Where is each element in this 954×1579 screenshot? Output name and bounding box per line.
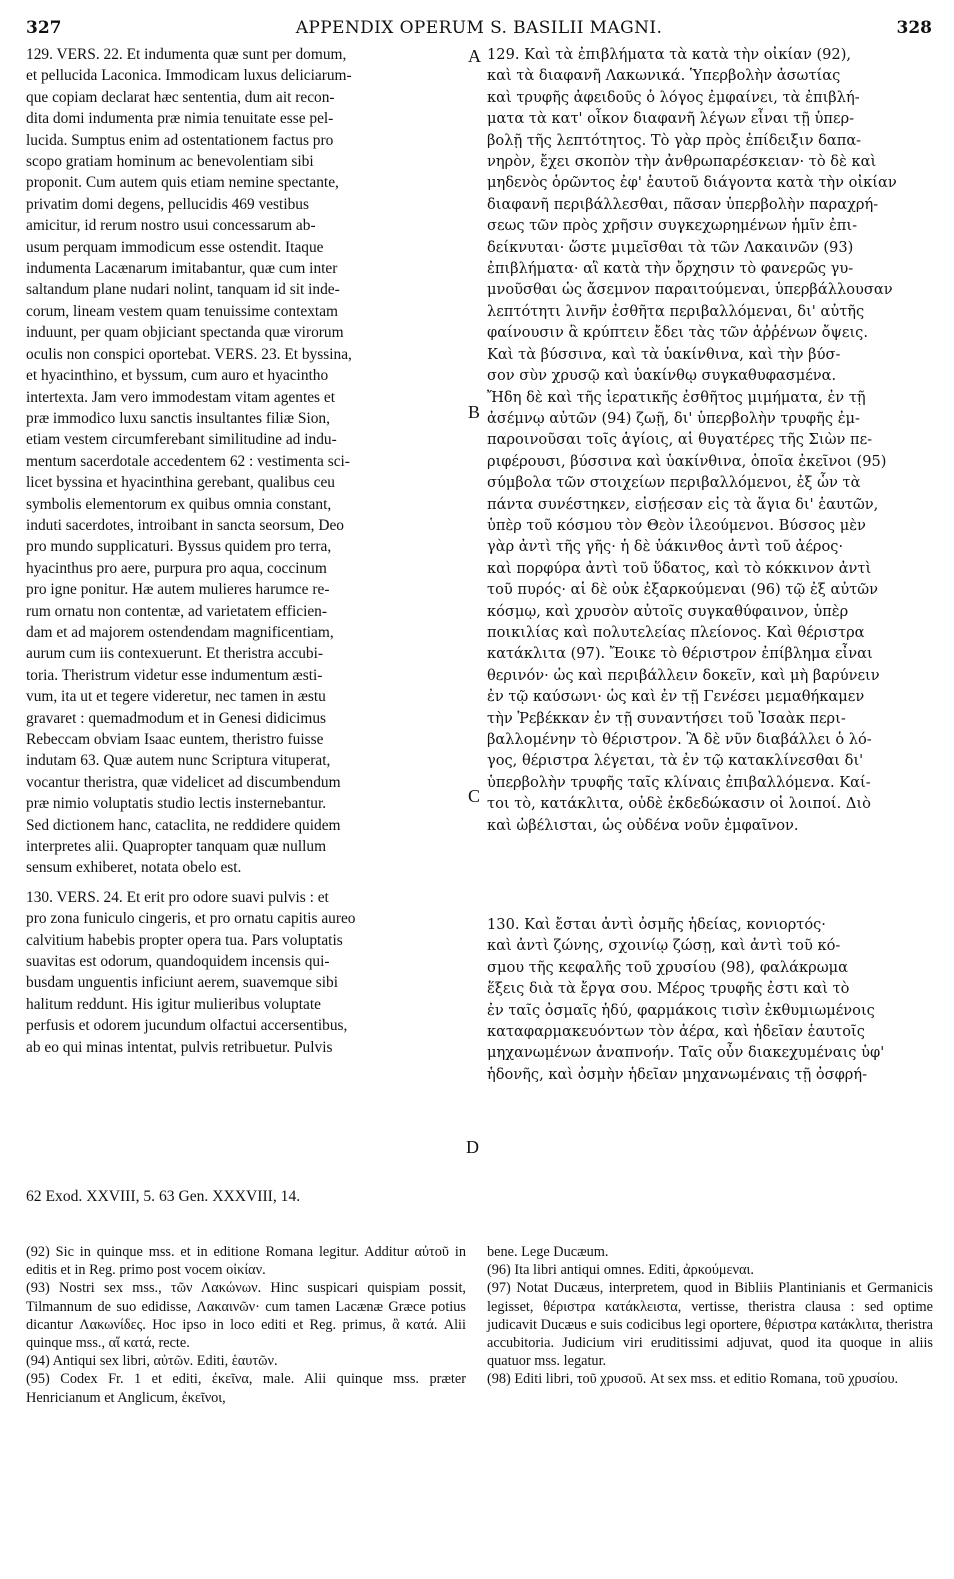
text-line: σον σὺν χρυσῷ καὶ ὑακίνθῳ συγκαθυφασμένα. (487, 367, 837, 385)
text-line: dam et ad majorem ostendendam magnificentiam, (26, 623, 334, 641)
text-line: gravaret : quemadmodum et in Genesi didicimus (26, 709, 327, 727)
text-line: ὑπὲρ τοῦ κόσμου τὸν Θεὸν ἱλεούμενοι. Βύσσος μὲν (487, 516, 866, 534)
text-line: (92) Sic in quinque mss. et in editione Romana legitur. Additur αὐτοῦ in editis et in Reg. primo post vocem οἰκίαν. (26, 1244, 466, 1279)
text-line: κατάκλιτα (97). Ἔοικε τὸ θέριστρον ἐπίβλημα εἶναι (487, 645, 873, 663)
text-line: 130. VERS. 24. Et erit pro odore suavi pulvis : et (26, 888, 329, 906)
text-line: interpretes alii. Quapropter tanquam quæ nullum (26, 838, 327, 856)
latin-column (26, 44, 466, 1058)
text-line: vocantur theristra, quæ videlicet ad discumbendum (26, 773, 341, 791)
text-line: παροινοῦσαι τοῖς ἁγίοις, αἱ θυγατέρες τῆς Σιὼν πε- (487, 431, 873, 449)
text-line: (94) Antiqui sex libri, αὐτῶν. Editi, ἑαυτῶν. (26, 1353, 278, 1370)
text-line: pro mundo supplicaturi. Byssus quidem pro terra, (26, 538, 332, 556)
text-line: proponit. Cum autem quis etiam nemine spectante, (26, 174, 339, 192)
text-line: vum, ita ut et tegere videretur, nec tamen in æstu (26, 688, 326, 706)
text-line: τοι τὸ, κατάκλιτα, οὐδὲ ἐκδεδώκασιν οἱ λοιποί. Διὸ (487, 795, 871, 813)
text-line: privatim domi degens, pellucidis 469 vestibus (26, 195, 309, 213)
text-line: rum ornatu non contentæ, ad varietatem efficien- (26, 602, 328, 620)
scripture-references: 62 Exod. XXVIII, 5. 63 Gen. XXXVIII, 14. (26, 1188, 301, 1205)
text-line: et hyacinthino, et byssum, cum auro et hyacintho (26, 367, 329, 385)
text-line: 130. Καὶ ἔσται ἀντὶ ὀσμῆς ἡδείας, κονιορτός· (487, 916, 826, 933)
text-line: busdam unguentis inficiunt aerem, suavemque sibi (26, 974, 339, 992)
text-line: ab eo qui minas intentat, pulvis retribuetur. Pulvis (26, 1038, 333, 1056)
footnotes-left (26, 1243, 466, 1407)
text-line: ἕξεις διὰ τὰ ἔργα σου. Μέρος τρυφῆς ἐστι καὶ τὸ (487, 980, 850, 998)
text-line: δείκνυται· ὥστε μιμεῖσθαι τὰ τῶν Λακαινῶν (93) (487, 238, 854, 256)
greek-column-lower (487, 914, 933, 1085)
footnotes-right (487, 1243, 933, 1389)
text-line: ριφέρουσι, βύσσινα καὶ ὑακίνθινα, ὁποῖα ἐκεῖνοι (95) (487, 452, 887, 470)
text-line: καὶ ἀντὶ ζώνης, σχοινίῳ ζώσῃ, καὶ ἀντὶ τοῦ κό- (487, 937, 841, 955)
text-line: bene. Lege Ducæum. (487, 1244, 609, 1260)
margin-marker-b: B (468, 402, 481, 422)
text-line: τοῦ πυρός· αἱ δὲ οὐκ ἐξαρκούμεναι (96) τῷ ἐξ αὐτῶν (487, 581, 879, 599)
text-line: suavitas est odorum, quandoquidem incensis qui- (26, 953, 330, 971)
text-line: scopo gratiam hominum ac benevolentiam sibi (26, 153, 314, 171)
text-line: pro igne ponitur. Hæ autem mulieres harumce re- (26, 581, 330, 599)
text-line: 129. VERS. 22. Et indumenta quæ sunt per domum, (26, 46, 347, 63)
text-line: διαφανῆ περιβάλλεσθαι, πᾶσαν ὑπερβολὴν παραχρή- (487, 195, 879, 213)
text-line: καὶ τὰ διαφανῆ Λακωνικά. Ὑπερβολὴν ἀσωτίας (487, 67, 841, 85)
text-line: λεπτότητι λινῆν ἐσθῆτα περιβαλλόμεναι, δι' αὐτῆς (487, 302, 865, 320)
text-line: βολῇ τῆς λεπτότητος. Τὸ γὰρ πρὸς ἐπίδειξιν δαπα- (487, 131, 862, 149)
text-line: induti sacerdotes, introibant in sancta seorsum, Deo (26, 516, 344, 534)
text-line: (96) Ita libri antiqui omnes. Editi, ἀρκούμεναι. (487, 1262, 754, 1279)
text-line: καὶ πορφύρα ἀντὶ τοῦ ὕδατος, καὶ τὸ κόκκινον ἀντὶ (487, 559, 872, 577)
margin-marker-d: D (466, 1137, 479, 1157)
running-header (26, 18, 932, 44)
greek-paragraph-130 (487, 914, 933, 1085)
page-number-left: 327 (26, 18, 62, 38)
text-line: pro zona funiculo cingeris, et pro ornatu capitis aureo (26, 910, 356, 928)
text-line: καὶ τρυφῆς ἀφειδοῦς ὁ λόγος ἐμφαίνει, τὰ ἐπιβλή- (487, 88, 860, 106)
text-line: dita domi indumenta præ nimia tenuitate esse pel- (26, 110, 334, 128)
text-line: et pellucida Laconica. Immodicam luxus deliciarum- (26, 67, 352, 85)
latin-paragraph-129 (26, 44, 466, 879)
text-line: σμου τῆς κεφαλῆς τοῦ χρυσίου (98), φαλάκρωμα (487, 958, 848, 976)
text-line: lucida. Sumptus enim ad ostentationem factus pro (26, 131, 334, 149)
text-line: induunt, per quam objiciant spectanda quæ virorum (26, 324, 344, 342)
text-line: φαίνουσιν ἃ κρύπτειν ἔδει τὰς τῶν ἀῤῥένων ὄψεις. (487, 324, 868, 342)
text-line: ματα τὰ κατ' οἶκον διαφανῆ λέγων εἶναι τῇ ὑπερ- (487, 110, 855, 128)
text-line: καταφαρμακευόντων τὸν ἀέρα, καὶ ἡδεῖαν ἑαυτοῖς (487, 1023, 865, 1041)
text-line: etiam vestem circumferebant similitudine ad indu- (26, 431, 337, 449)
running-title: APPENDIX OPERUM S. BASILII MAGNI. (295, 18, 663, 38)
greek-paragraph-129 (487, 44, 933, 836)
page-number-right: 328 (896, 18, 932, 38)
margin-marker-a: A (468, 46, 481, 66)
text-line: ποικιλίας καὶ πολυτελείας πλείονος. Καὶ θέριστρα (487, 623, 865, 641)
text-line: καὶ ὠβέλισται, ὡς οὐδένα νοῦν ἐμφαῖνον. (487, 816, 799, 834)
text-line: σύμβολα τῶν στοιχείων περιβαλλόμενοι, ἐξ ὧν τὰ (487, 474, 861, 492)
text-line: θερινόν· ὡς καὶ περιβάλλειν δοκεῖν, καὶ μὴ βαρύνειν (487, 666, 880, 684)
text-line: μηδενὸς ὁρῶντος ἐφ' ἑαυτοῦ διάγοντα κατὰ τὴν οἰκίαν (487, 174, 897, 192)
text-line: Ἤδη δὲ καὶ τῆς ἱερατικῆς ἐσθῆτος μιμήματα, ἐν τῇ (487, 388, 866, 406)
text-line: ἡδονῆς, καὶ ὀσμὴν ἡδεῖαν μηχανωμέναις τῇ ὀσφρή- (487, 1065, 868, 1083)
text-line: intertexta. Jam vero immodestam vitam agentes et (26, 388, 336, 406)
text-line: γος, θέριστρα λέγεται, τὰ ἐν τῷ κατακλίνεσθαι δι' (487, 752, 864, 770)
text-line: sensum exhiberet, notata obelo est. (26, 859, 242, 877)
text-line: βαλλομένην τὸ θέριστρον. Ἃ δὲ νῦν διαβάλλει ὁ λό- (487, 731, 872, 748)
text-line: corum, lineam vestem quam tenuissime contextam (26, 302, 339, 320)
text-line: halitum reddunt. His igitur mulieribus voluptate (26, 995, 321, 1013)
text-line: præ nimio voluptatis studio lectis insternebantur. (26, 795, 327, 813)
text-line: hyacinthus pro aere, purpura pro aqua, coccinum (26, 559, 327, 577)
latin-paragraph-130 (26, 887, 466, 1058)
text-line: mentum sacerdotale accedentem 62 : vestimenta sci- (26, 452, 350, 470)
text-line: usum perquam immodicum esse ostendit. Itaque (26, 238, 324, 256)
text-line: (93) Nostri sex mss., τῶν Λακώνων. Hinc suspicari quispiam possit, Tilmannum de suo edidisse, Λακαινῶν· cum tamen Lacænæ Græce potius dicantur Λακωνίδες. Hoc ipso in loco editi et Reg. primus, ἃ κατά. Alii quinque mss., αἵ κατά, recte. (26, 1280, 466, 1352)
text-line: (95) Codex Fr. 1 et editi, ἐκεῖνα, male. Alii quinque mss. præter Henricianum et Anglicum, ἐκεῖνοι, (26, 1371, 466, 1406)
text-line: μηχανωμένων ἀναπνοήν. Ταῖς οὖν διακεχυμέναις ὑφ' (487, 1044, 885, 1062)
text-line: ἐν τῷ καύσωνι· ὡς καὶ ἐν τῇ Γενέσει μεμαθήκαμεν (487, 688, 865, 706)
text-line: ἐν ταῖς ὀσμαῖς ἡδύ, φαρμάκοις τισὶν ἐκθυμιωμένοις (487, 1001, 875, 1019)
text-line: (98) Editi libri, τοῦ χρυσοῦ. At sex mss. et editio Romana, τοῦ χρυσίου. (487, 1371, 899, 1388)
text-line: 129. Καὶ τὰ ἐπιβλήματα τὰ κατὰ τὴν οἰκίαν (92), (487, 46, 852, 63)
margin-marker-c: C (468, 786, 481, 806)
text-line: oculis non conspici oportebat. VERS. 23. Et byssina, (26, 345, 352, 363)
text-line: perfusis et odorem jucundum olfactui accersentibus, (26, 1017, 348, 1035)
text-line: ὑπερβολὴν τρυφῆς ταῖς κλίναις ἐπιβαλλόμενα. Καί- (487, 773, 871, 791)
text-line: γὰρ ἀντὶ τῆς γῆς· ἡ δὲ ὑάκινθος ἀντὶ τοῦ ἀέρος· (487, 538, 844, 556)
text-line: Sed dictionem hanc, cataclita, ne reddidere quidem (26, 816, 341, 834)
text-line: aurum cum iis contexuerunt. Et theristra accubi- (26, 645, 324, 663)
text-line: ἀσέμνῳ αὐτῶν (94) ζωῇ, δι' ὑπερβολὴν τρυφῆς ἐμ- (487, 409, 860, 427)
text-line: præ immodico luxu sanctis insultantes filiæ Sion, (26, 409, 330, 427)
text-line: τὴν Ῥεβέκκαν ἐν τῇ συναντήσει τοῦ Ἰσαὰκ περι- (487, 709, 846, 727)
text-line: (97) Notat Ducæus, interpretem, quod in Bibliis Plantinianis et Germanicis legisset, θέριστρα κατάκλειστα, vertisse, theristra clausa : sed optime judicavit Ducæus e suis codicibus legi oportere, θέριστρα κατάκλιτα, theristra accubitoria. Judicium viri eruditissimi adjuvat, quod ita quoque in aliis quatuor mss. legatur. (487, 1280, 933, 1370)
text-line: indutam 63. Quæ autem nunc Scriptura vituperat, (26, 752, 331, 770)
text-line: κόσμῳ, καὶ χρυσὸν αὐτοῖς συγκαθύφαινον, ὑπὲρ (487, 602, 849, 620)
text-line: πάντα συνέστηκεν, εἰσῄεσαν εἰς τὰ ἅγια δι' ἑαυτῶν, (487, 495, 879, 513)
text-line: symbolis elementorum ex quibus omnia constant, (26, 495, 332, 513)
text-line: amicitur, id rerum nostro usui concessarum ab- (26, 217, 316, 235)
text-line: indumenta Lacænarum imitabantur, quæ cum inter (26, 260, 338, 278)
text-line: que copiam declarat hæc sententia, dum ait recon- (26, 88, 335, 106)
greek-column (487, 44, 933, 836)
text-line: μνοῦσθαι ὡς ἄσεμνον παραιτούμεναι, ὑπερβάλλουσαν (487, 281, 893, 299)
text-line: licet byssina et hyacinthina gerebant, qualibus ceu (26, 474, 335, 492)
text-line: toria. Theristrum videtur esse indumentum æsti- (26, 666, 323, 684)
text-line: ἐπιβλήματα· αἳ κατὰ τὴν ὄρχησιν τὸ φανερῶς γυ- (487, 260, 854, 278)
text-line: νηρὸν, ἔχει σκοπὸν τὴν ἀνθρωπαρέσκειαν· τὸ δὲ καὶ (487, 153, 877, 171)
text-line: Καὶ τὰ βύσσινα, καὶ τὰ ὑακίνθινα, καὶ τὴν βύσ- (487, 345, 841, 363)
text-line: Rebeccam obviam Isaac euntem, theristro fuisse (26, 731, 324, 748)
text-line: calvitium habebis propter opera tua. Pars voluptatis (26, 931, 343, 949)
text-line: saltandum plane nudari nolint, tanquam id sit inde- (26, 281, 340, 299)
text-line: σεως τῶν πρὸς χρῆσιν συγκεχωρημένων ἡμῖν ἐπι- (487, 217, 858, 235)
